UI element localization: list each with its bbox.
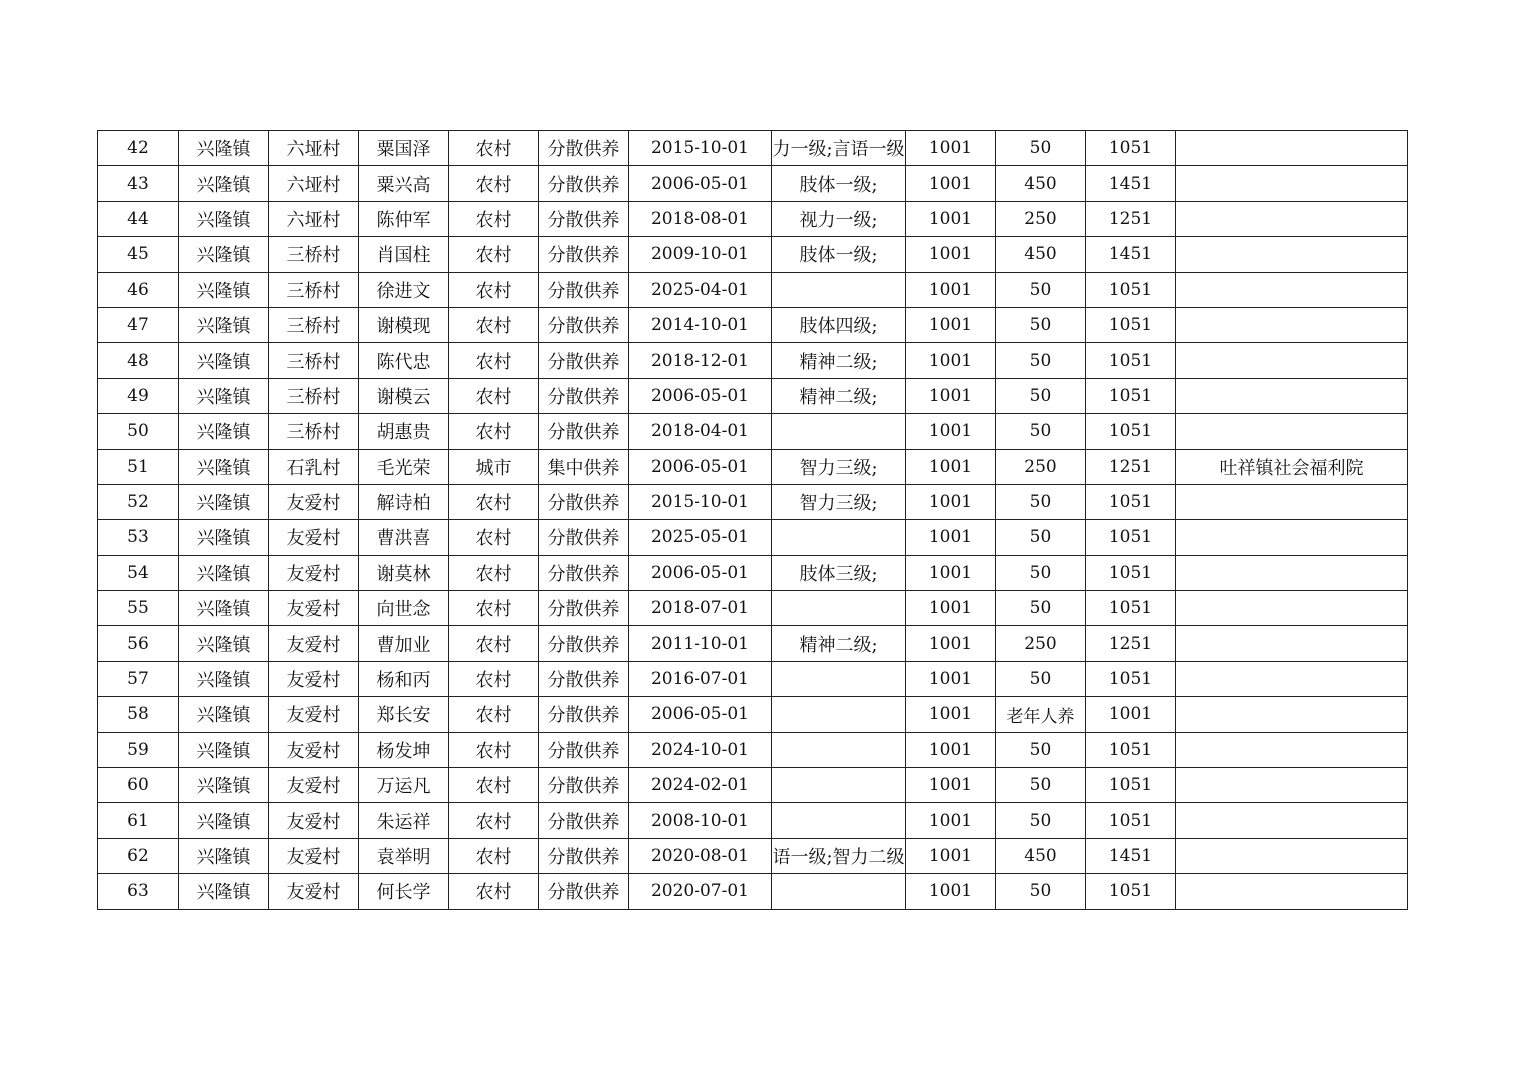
cell-village: 友爱村: [269, 555, 359, 590]
cell-name: 陈代忠: [359, 343, 449, 378]
cell-name: 万运凡: [359, 768, 449, 803]
table-row: [98, 307, 1408, 342]
cell-disability-level: 肢体一级;: [772, 166, 906, 201]
cell-start-date: 2018-04-01: [629, 414, 772, 449]
cell-name: 袁举明: [359, 838, 449, 873]
cell-name: 毛光荣: [359, 449, 449, 484]
cell-institution: [1176, 768, 1408, 803]
cell-subsidy-amount: 50: [996, 768, 1086, 803]
cell-start-date: 2024-02-01: [629, 768, 772, 803]
cell-town: 兴隆镇: [179, 591, 269, 626]
cell-subsidy-amount: 50: [996, 414, 1086, 449]
cell-institution: [1176, 626, 1408, 661]
cell-subsidy-amount: 450: [996, 237, 1086, 272]
cell-support-type: 分散供养: [539, 626, 629, 661]
cell-household-type: 城市: [449, 449, 539, 484]
cell-row-number: 54: [98, 555, 179, 590]
cell-support-type: 分散供养: [539, 838, 629, 873]
cell-start-date: 2006-05-01: [629, 378, 772, 413]
cell-start-date: 2015-10-01: [629, 131, 772, 166]
cell-start-date: 2018-08-01: [629, 201, 772, 236]
cell-row-number: 47: [98, 307, 179, 342]
table-row: [98, 661, 1408, 696]
table-row: [98, 768, 1408, 803]
cell-subsidy-amount: 450: [996, 838, 1086, 873]
table-row: [98, 414, 1408, 449]
cell-base-amount: 1001: [906, 131, 996, 166]
cell-row-number: 45: [98, 237, 179, 272]
cell-village: 友爱村: [269, 520, 359, 555]
cell-base-amount: 1001: [906, 838, 996, 873]
cell-household-type: 农村: [449, 378, 539, 413]
cell-disability-level: 智力三级;: [772, 449, 906, 484]
cell-base-amount: 1001: [906, 414, 996, 449]
table-row: [98, 237, 1408, 272]
cell-household-type: 农村: [449, 166, 539, 201]
cell-row-number: 58: [98, 697, 179, 732]
table-row: [98, 874, 1408, 909]
cell-town: 兴隆镇: [179, 555, 269, 590]
cell-total-amount: 1051: [1086, 343, 1176, 378]
cell-start-date: 2015-10-01: [629, 484, 772, 519]
cell-total-amount: 1251: [1086, 449, 1176, 484]
table-row: [98, 131, 1408, 166]
cell-total-amount: 1051: [1086, 484, 1176, 519]
cell-base-amount: 1001: [906, 520, 996, 555]
cell-household-type: 农村: [449, 803, 539, 838]
cell-disability-level: [772, 520, 906, 555]
cell-household-type: 农村: [449, 272, 539, 307]
cell-total-amount: 1001: [1086, 697, 1176, 732]
table-row: [98, 803, 1408, 838]
cell-subsidy-amount: 50: [996, 732, 1086, 767]
cell-town: 兴隆镇: [179, 378, 269, 413]
cell-institution: [1176, 166, 1408, 201]
cell-name: 徐进文: [359, 272, 449, 307]
cell-town: 兴隆镇: [179, 874, 269, 909]
cell-town: 兴隆镇: [179, 131, 269, 166]
cell-name: 粟兴高: [359, 166, 449, 201]
cell-disability-level: [772, 803, 906, 838]
cell-name: 郑长安: [359, 697, 449, 732]
cell-institution: [1176, 201, 1408, 236]
cell-row-number: 52: [98, 484, 179, 519]
cell-household-type: 农村: [449, 626, 539, 661]
cell-town: 兴隆镇: [179, 166, 269, 201]
cell-name: 何长学: [359, 874, 449, 909]
cell-town: 兴隆镇: [179, 307, 269, 342]
cell-total-amount: 1051: [1086, 591, 1176, 626]
cell-name: 向世念: [359, 591, 449, 626]
cell-subsidy-amount: 50: [996, 555, 1086, 590]
cell-base-amount: 1001: [906, 768, 996, 803]
cell-total-amount: 1051: [1086, 131, 1176, 166]
table-row: [98, 201, 1408, 236]
cell-disability-level: 语一级;智力二级: [772, 838, 906, 873]
cell-disability-level: [772, 661, 906, 696]
cell-subsidy-amount: 50: [996, 803, 1086, 838]
cell-support-type: 分散供养: [539, 661, 629, 696]
cell-disability-level: [772, 272, 906, 307]
cell-name: 杨和丙: [359, 661, 449, 696]
cell-village: 六垭村: [269, 131, 359, 166]
cell-household-type: 农村: [449, 237, 539, 272]
cell-institution: [1176, 661, 1408, 696]
cell-institution: [1176, 131, 1408, 166]
cell-support-type: 分散供养: [539, 343, 629, 378]
cell-institution: [1176, 414, 1408, 449]
cell-village: 友爱村: [269, 874, 359, 909]
cell-institution: [1176, 520, 1408, 555]
cell-town: 兴隆镇: [179, 343, 269, 378]
cell-name: 胡惠贵: [359, 414, 449, 449]
cell-start-date: 2024-10-01: [629, 732, 772, 767]
table-row: [98, 520, 1408, 555]
cell-row-number: 55: [98, 591, 179, 626]
cell-total-amount: 1051: [1086, 378, 1176, 413]
cell-total-amount: 1451: [1086, 237, 1176, 272]
cell-start-date: 2006-05-01: [629, 449, 772, 484]
cell-village: 友爱村: [269, 591, 359, 626]
cell-household-type: 农村: [449, 661, 539, 696]
cell-village: 三桥村: [269, 272, 359, 307]
cell-support-type: 分散供养: [539, 414, 629, 449]
cell-town: 兴隆镇: [179, 838, 269, 873]
cell-subsidy-amount: 50: [996, 343, 1086, 378]
cell-subsidy-amount: 50: [996, 591, 1086, 626]
cell-subsidy-amount: 50: [996, 307, 1086, 342]
cell-household-type: 农村: [449, 591, 539, 626]
cell-disability-level: [772, 414, 906, 449]
cell-household-type: 农村: [449, 838, 539, 873]
cell-row-number: 50: [98, 414, 179, 449]
cell-total-amount: 1051: [1086, 555, 1176, 590]
cell-village: 三桥村: [269, 307, 359, 342]
cell-institution: [1176, 307, 1408, 342]
table-row: [98, 555, 1408, 590]
cell-start-date: 2009-10-01: [629, 237, 772, 272]
cell-base-amount: 1001: [906, 591, 996, 626]
cell-village: 石乳村: [269, 449, 359, 484]
cell-base-amount: 1001: [906, 732, 996, 767]
cell-total-amount: 1051: [1086, 307, 1176, 342]
cell-name: 杨发坤: [359, 732, 449, 767]
cell-name: 谢模现: [359, 307, 449, 342]
cell-subsidy-amount: 50: [996, 131, 1086, 166]
cell-institution: [1176, 484, 1408, 519]
cell-name: 谢莫林: [359, 555, 449, 590]
cell-total-amount: 1451: [1086, 838, 1176, 873]
cell-row-number: 43: [98, 166, 179, 201]
cell-name: 解诗柏: [359, 484, 449, 519]
cell-town: 兴隆镇: [179, 237, 269, 272]
cell-subsidy-amount: 50: [996, 520, 1086, 555]
table-row: [98, 732, 1408, 767]
cell-base-amount: 1001: [906, 697, 996, 732]
cell-base-amount: 1001: [906, 201, 996, 236]
cell-subsidy-amount: 50: [996, 661, 1086, 696]
cell-support-type: 分散供养: [539, 555, 629, 590]
cell-name: 谢模云: [359, 378, 449, 413]
cell-village: 三桥村: [269, 414, 359, 449]
cell-town: 兴隆镇: [179, 661, 269, 696]
cell-support-type: 分散供养: [539, 237, 629, 272]
cell-row-number: 62: [98, 838, 179, 873]
cell-support-type: 分散供养: [539, 874, 629, 909]
cell-total-amount: 1251: [1086, 626, 1176, 661]
cell-name: 曹洪喜: [359, 520, 449, 555]
cell-village: 友爱村: [269, 732, 359, 767]
cell-subsidy-amount: 250: [996, 626, 1086, 661]
cell-start-date: 2025-05-01: [629, 520, 772, 555]
cell-town: 兴隆镇: [179, 449, 269, 484]
cell-town: 兴隆镇: [179, 520, 269, 555]
cell-disability-level: [772, 697, 906, 732]
table-row: [98, 166, 1408, 201]
cell-village: 三桥村: [269, 237, 359, 272]
cell-total-amount: 1051: [1086, 732, 1176, 767]
cell-total-amount: 1051: [1086, 520, 1176, 555]
cell-total-amount: 1051: [1086, 803, 1176, 838]
cell-disability-level: 精神二级;: [772, 626, 906, 661]
cell-support-type: 集中供养: [539, 449, 629, 484]
cell-name: 陈仲军: [359, 201, 449, 236]
table-row: [98, 591, 1408, 626]
cell-start-date: 2008-10-01: [629, 803, 772, 838]
cell-household-type: 农村: [449, 520, 539, 555]
cell-disability-level: 智力三级;: [772, 484, 906, 519]
cell-start-date: 2006-05-01: [629, 697, 772, 732]
cell-household-type: 农村: [449, 343, 539, 378]
cell-base-amount: 1001: [906, 874, 996, 909]
cell-total-amount: 1451: [1086, 166, 1176, 201]
cell-row-number: 48: [98, 343, 179, 378]
cell-village: 友爱村: [269, 661, 359, 696]
cell-subsidy-amount: 50: [996, 378, 1086, 413]
cell-row-number: 57: [98, 661, 179, 696]
cell-town: 兴隆镇: [179, 201, 269, 236]
cell-base-amount: 1001: [906, 343, 996, 378]
cell-row-number: 61: [98, 803, 179, 838]
table-row: [98, 343, 1408, 378]
cell-disability-level: 肢体三级;: [772, 555, 906, 590]
cell-total-amount: 1051: [1086, 874, 1176, 909]
table-body: [98, 131, 1408, 910]
data-table: [97, 130, 1408, 910]
cell-disability-level: 视力一级;: [772, 201, 906, 236]
cell-institution: [1176, 555, 1408, 590]
table-row: [98, 626, 1408, 661]
table-row: [98, 378, 1408, 413]
cell-town: 兴隆镇: [179, 272, 269, 307]
cell-institution: 吐祥镇社会福利院: [1176, 449, 1408, 484]
cell-row-number: 46: [98, 272, 179, 307]
cell-town: 兴隆镇: [179, 697, 269, 732]
cell-household-type: 农村: [449, 555, 539, 590]
cell-support-type: 分散供养: [539, 166, 629, 201]
cell-household-type: 农村: [449, 201, 539, 236]
cell-row-number: 44: [98, 201, 179, 236]
cell-household-type: 农村: [449, 414, 539, 449]
cell-village: 友爱村: [269, 768, 359, 803]
table-row: [98, 484, 1408, 519]
cell-base-amount: 1001: [906, 272, 996, 307]
cell-institution: [1176, 378, 1408, 413]
cell-village: 友爱村: [269, 626, 359, 661]
cell-start-date: 2006-05-01: [629, 555, 772, 590]
cell-start-date: 2016-07-01: [629, 661, 772, 696]
cell-household-type: 农村: [449, 697, 539, 732]
cell-base-amount: 1001: [906, 484, 996, 519]
cell-town: 兴隆镇: [179, 484, 269, 519]
cell-village: 友爱村: [269, 484, 359, 519]
cell-row-number: 56: [98, 626, 179, 661]
cell-support-type: 分散供养: [539, 591, 629, 626]
cell-total-amount: 1051: [1086, 272, 1176, 307]
cell-row-number: 53: [98, 520, 179, 555]
cell-base-amount: 1001: [906, 626, 996, 661]
cell-support-type: 分散供养: [539, 131, 629, 166]
cell-total-amount: 1251: [1086, 201, 1176, 236]
cell-household-type: 农村: [449, 874, 539, 909]
cell-total-amount: 1051: [1086, 768, 1176, 803]
cell-row-number: 49: [98, 378, 179, 413]
cell-institution: [1176, 838, 1408, 873]
cell-institution: [1176, 272, 1408, 307]
cell-disability-level: 肢体四级;: [772, 307, 906, 342]
cell-household-type: 农村: [449, 131, 539, 166]
cell-village: 三桥村: [269, 378, 359, 413]
cell-base-amount: 1001: [906, 449, 996, 484]
cell-start-date: 2025-04-01: [629, 272, 772, 307]
cell-row-number: 63: [98, 874, 179, 909]
cell-name: 肖国柱: [359, 237, 449, 272]
table-row: [98, 838, 1408, 873]
cell-support-type: 分散供养: [539, 803, 629, 838]
cell-start-date: 2011-10-01: [629, 626, 772, 661]
cell-institution: [1176, 237, 1408, 272]
cell-disability-level: 精神二级;: [772, 343, 906, 378]
cell-village: 三桥村: [269, 343, 359, 378]
cell-town: 兴隆镇: [179, 803, 269, 838]
cell-name: 朱运祥: [359, 803, 449, 838]
cell-disability-level: 力一级;言语一级: [772, 131, 906, 166]
cell-start-date: 2018-07-01: [629, 591, 772, 626]
cell-base-amount: 1001: [906, 166, 996, 201]
cell-subsidy-amount: 50: [996, 272, 1086, 307]
cell-institution: [1176, 697, 1408, 732]
cell-disability-level: 精神二级;: [772, 378, 906, 413]
cell-disability-level: [772, 732, 906, 767]
cell-institution: [1176, 874, 1408, 909]
table-row: [98, 272, 1408, 307]
cell-start-date: 2018-12-01: [629, 343, 772, 378]
cell-row-number: 51: [98, 449, 179, 484]
cell-village: 友爱村: [269, 803, 359, 838]
cell-name: 粟国泽: [359, 131, 449, 166]
cell-disability-level: 肢体一级;: [772, 237, 906, 272]
cell-town: 兴隆镇: [179, 768, 269, 803]
cell-support-type: 分散供养: [539, 732, 629, 767]
cell-base-amount: 1001: [906, 555, 996, 590]
cell-institution: [1176, 732, 1408, 767]
table-row: [98, 449, 1408, 484]
cell-institution: [1176, 803, 1408, 838]
cell-town: 兴隆镇: [179, 626, 269, 661]
table-row: [98, 697, 1408, 732]
cell-total-amount: 1051: [1086, 414, 1176, 449]
cell-subsidy-amount: 250: [996, 449, 1086, 484]
cell-support-type: 分散供养: [539, 201, 629, 236]
cell-base-amount: 1001: [906, 307, 996, 342]
cell-subsidy-amount: 老年人养: [996, 697, 1086, 732]
cell-base-amount: 1001: [906, 803, 996, 838]
cell-village: 友爱村: [269, 697, 359, 732]
cell-support-type: 分散供养: [539, 768, 629, 803]
cell-disability-level: [772, 768, 906, 803]
cell-subsidy-amount: 450: [996, 166, 1086, 201]
cell-base-amount: 1001: [906, 237, 996, 272]
cell-subsidy-amount: 50: [996, 484, 1086, 519]
cell-name: 曹加业: [359, 626, 449, 661]
cell-institution: [1176, 343, 1408, 378]
cell-household-type: 农村: [449, 732, 539, 767]
cell-total-amount: 1051: [1086, 661, 1176, 696]
cell-base-amount: 1001: [906, 661, 996, 696]
cell-row-number: 59: [98, 732, 179, 767]
cell-support-type: 分散供养: [539, 272, 629, 307]
cell-town: 兴隆镇: [179, 732, 269, 767]
cell-base-amount: 1001: [906, 378, 996, 413]
cell-start-date: 2020-08-01: [629, 838, 772, 873]
cell-support-type: 分散供养: [539, 378, 629, 413]
cell-household-type: 农村: [449, 768, 539, 803]
cell-start-date: 2006-05-01: [629, 166, 772, 201]
cell-town: 兴隆镇: [179, 414, 269, 449]
cell-institution: [1176, 591, 1408, 626]
cell-row-number: 60: [98, 768, 179, 803]
cell-subsidy-amount: 250: [996, 201, 1086, 236]
cell-village: 六垭村: [269, 166, 359, 201]
cell-disability-level: [772, 874, 906, 909]
cell-support-type: 分散供养: [539, 520, 629, 555]
cell-village: 六垭村: [269, 201, 359, 236]
cell-support-type: 分散供养: [539, 307, 629, 342]
cell-village: 友爱村: [269, 838, 359, 873]
cell-subsidy-amount: 50: [996, 874, 1086, 909]
cell-household-type: 农村: [449, 484, 539, 519]
cell-start-date: 2020-07-01: [629, 874, 772, 909]
cell-support-type: 分散供养: [539, 697, 629, 732]
cell-row-number: 42: [98, 131, 179, 166]
cell-disability-level: [772, 591, 906, 626]
cell-start-date: 2014-10-01: [629, 307, 772, 342]
cell-support-type: 分散供养: [539, 484, 629, 519]
cell-household-type: 农村: [449, 307, 539, 342]
